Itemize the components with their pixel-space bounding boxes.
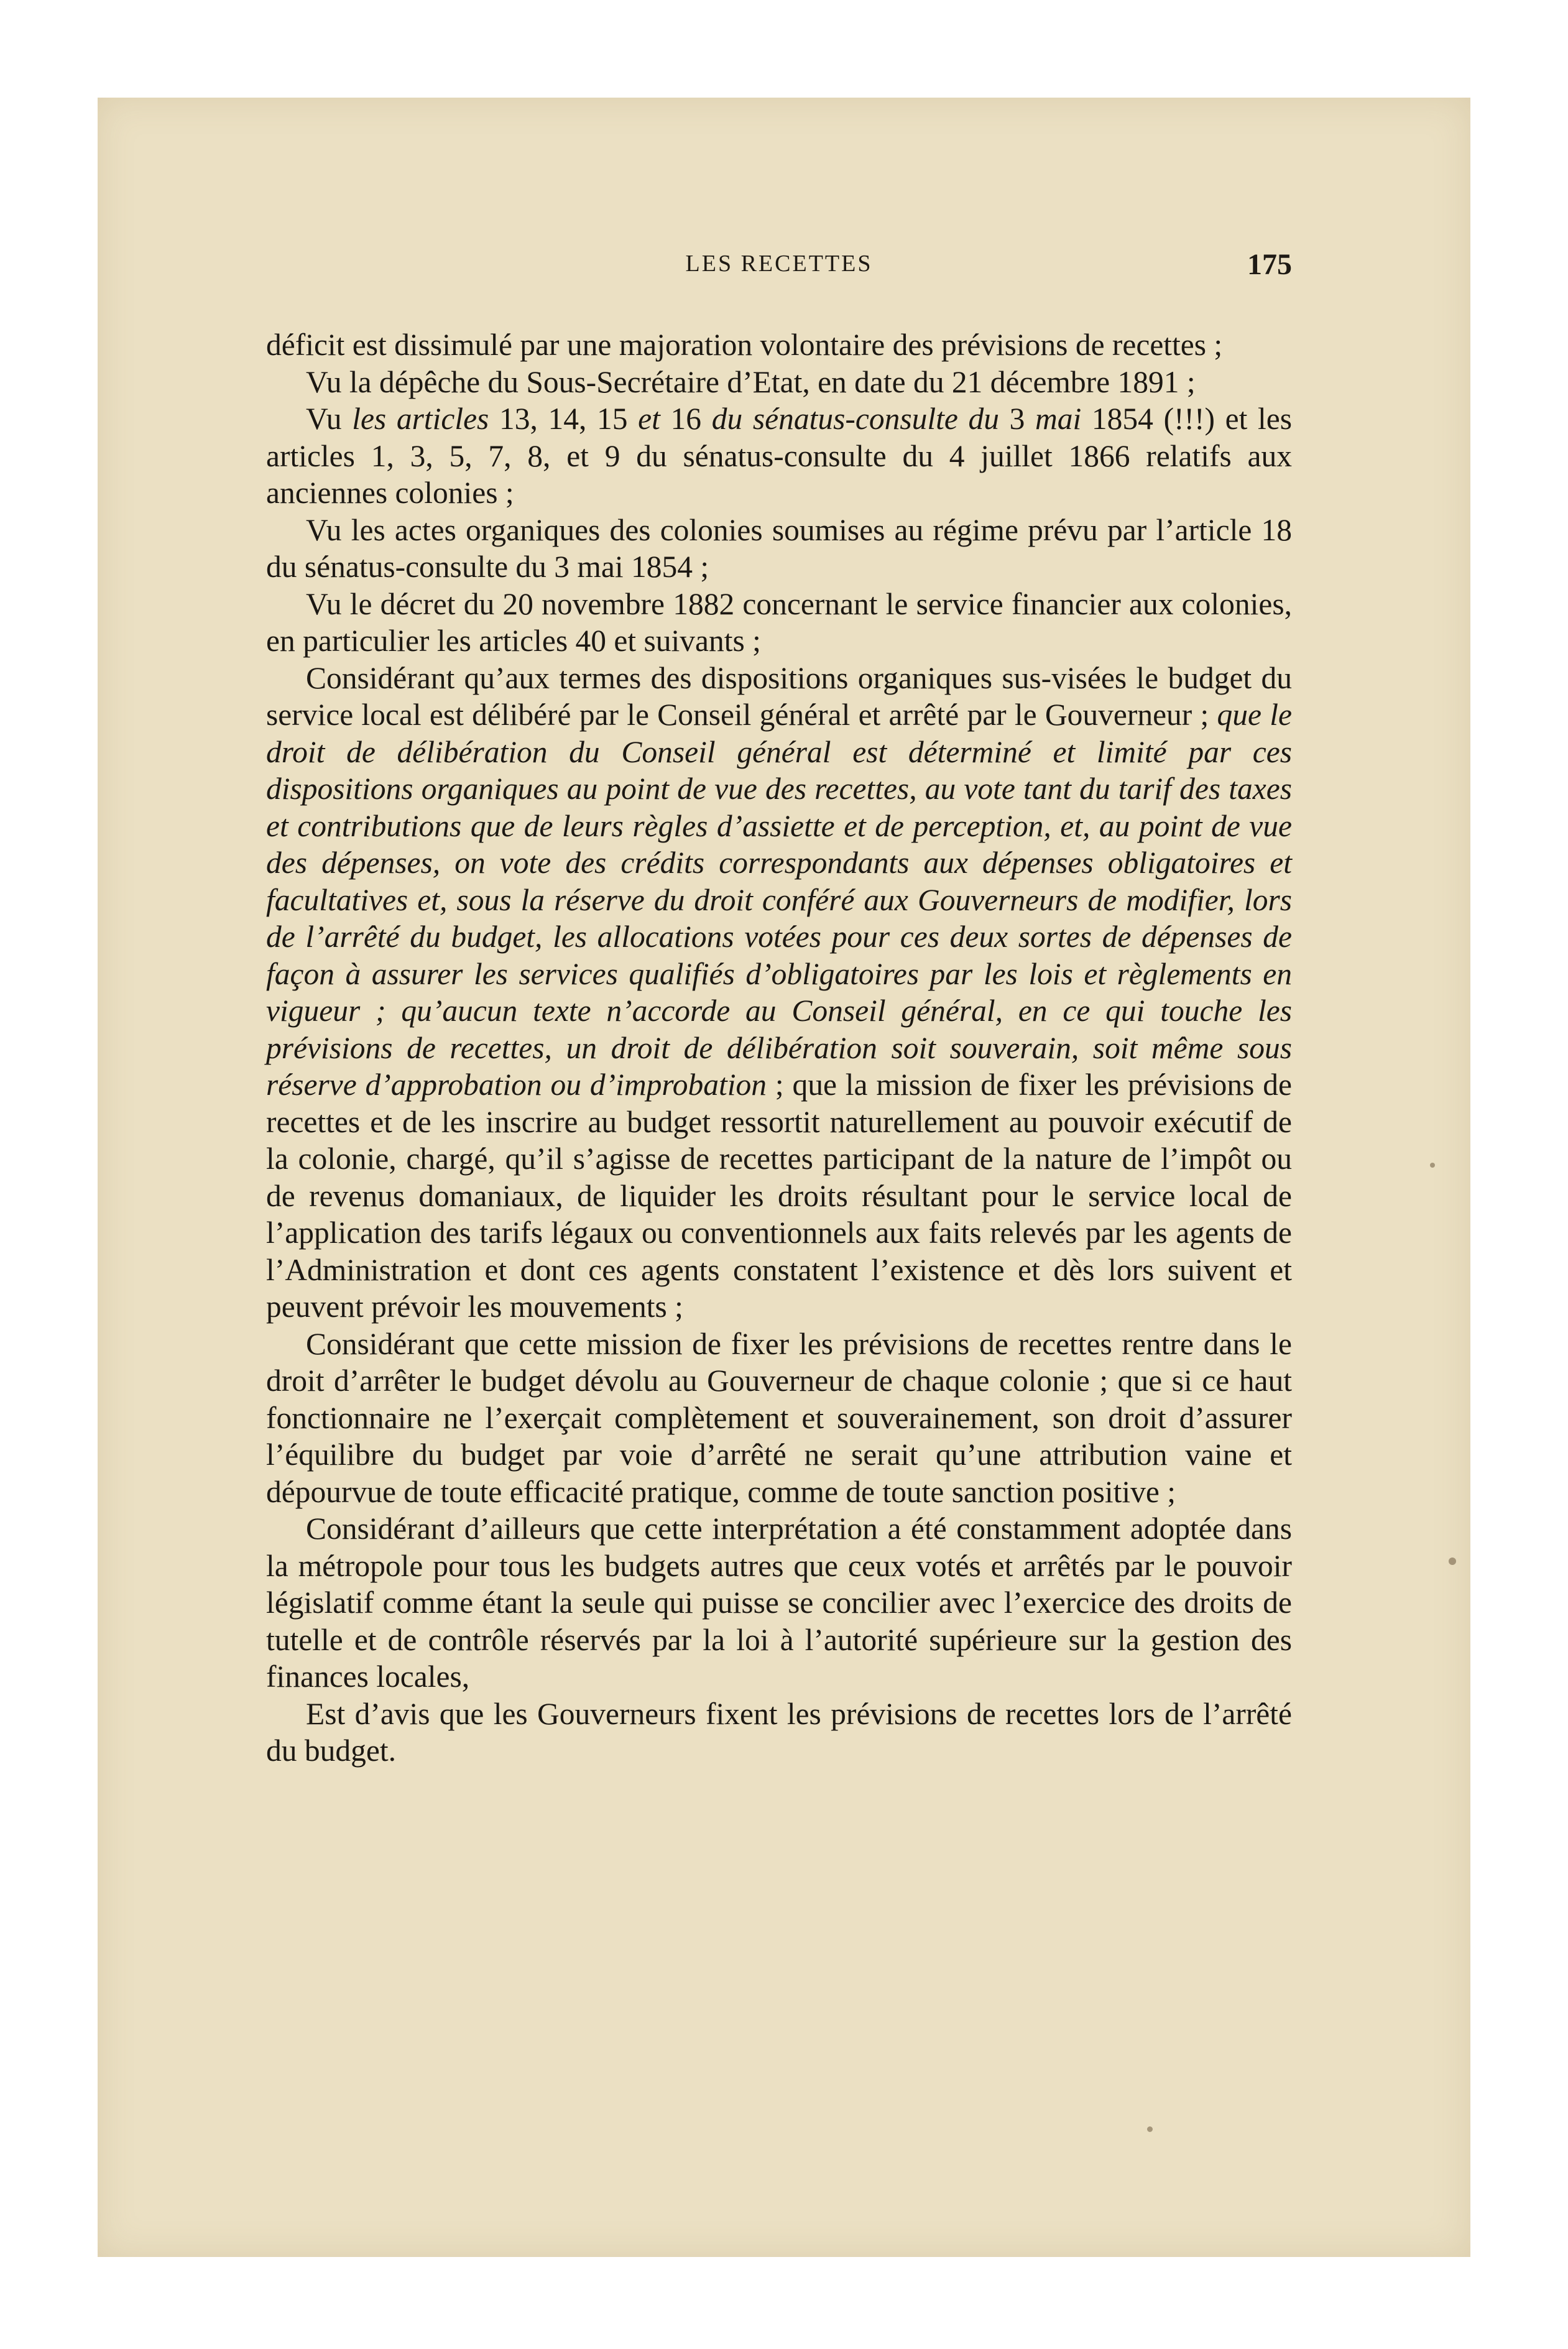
italic-text-run: que le droit de délibération du Conseil général est déterminé et limité par ces dispositions organiques au point de vue des recettes, au vote tant du tarif des taxes et contributions que de leurs règles d’assiette et de perception, et, au point de vue des dépenses, on vote des crédits correspondants aux dépenses obligatoires et facultatives et, sous la réserve du droit conféré aux Gouverneurs de modifier, lors de l’arrêté du budget, les allocations votées pour ces deux sortes de dépenses de façon à assurer les services qualifiés d’obligatoires par les lois et règlements en vigueur ; qu’aucun texte n’accorde au Conseil général, en ce qui touche les prévisions de recettes, un droit de délibération soit souverain, soit même sous réserve d’approbation ou d’improbation [266, 698, 1292, 1102]
paragraph [266, 1696, 1292, 1770]
page-number: 175 [1247, 248, 1292, 281]
paragraph [266, 1510, 1292, 1696]
text-run: 13, 14, 15 [489, 402, 639, 436]
paragraph [266, 660, 1292, 1326]
text-run: Vu les actes organiques des colonies soumises au régime prévu par l’article 18 du sénatus-consulte du 3 mai 1854 ; [266, 512, 1292, 584]
italic-text-run: du sénatus-consulte du [711, 402, 999, 436]
page-header [266, 247, 1292, 291]
text-run: ; que la mission de fixer les prévisions de recettes et de les inscrire au budget ressortit naturellement au pouvoir exécutif de la colonie, chargé, qu’il s’agisse de recettes participant de la nature de l’impôt ou de revenus domaniaux, de liquider les droits résultant pour le service local de l’application des tarifs légaux ou conventionnels aux faits relevés par les agents de l’Administration et dont ces agents constatent l’existence et dès lors suivent et peuvent prévoir les mouvements ; [266, 1068, 1292, 1324]
scan-speck [1430, 1163, 1435, 1168]
text-run: 16 [660, 402, 712, 436]
text-run: Vu la dépêche du Sous-Secrétaire d’Etat, en date du 21 décembre 1891 ; [306, 364, 1196, 399]
body-text [266, 326, 1292, 1770]
text-run: Vu le décret du 20 novembre 1882 concernant le service financier aux colonies, en particulier les articles 40 et suivants ; [266, 586, 1292, 658]
scan-speck [1147, 2126, 1153, 2132]
paragraph [266, 326, 1292, 364]
paragraph [266, 586, 1292, 660]
paragraph [266, 364, 1292, 401]
paragraph [266, 512, 1292, 586]
scan-speck [1449, 1558, 1456, 1565]
text-run: Vu [306, 402, 353, 436]
paragraph [266, 1326, 1292, 1511]
text-run: Considérant que cette mission de fixer les prévisions de recettes rentre dans le droit d’arrêter le budget dévolu au Gouverneur de chaque colonie ; que si ce haut fonctionnaire ne l’exerçait complètement et souverainement, son droit d’assurer l’équilibre du budget par voie d’arrêté ne serait qu’une attribution vaine et dépourvue de toute efficacité pratique, comme de toute sanction positive ; [266, 1326, 1292, 1509]
text-run: Considérant qu’aux termes des dispositions organiques sus-visées le budget du service local est délibéré par le Conseil général et arrêté par le Gouverneur ; [266, 660, 1292, 732]
italic-text-run: et [638, 402, 660, 436]
paragraph [266, 400, 1292, 512]
text-run: Est d’avis que les Gouverneurs fixent les prévisions de recettes lors de l’arrêté du budget. [266, 1696, 1292, 1768]
text-run: déficit est dissimulé par une majoration volontaire des prévisions de recettes ; [266, 328, 1223, 362]
italic-text-run: les articles [352, 402, 489, 436]
text-run: 1854 (!!!) et les articles 1, 3, 5, 7, 8, et 9 du sénatus-consulte du 4 juillet 1866 relatifs aux anciennes colonies ; [266, 402, 1293, 510]
running-title: LES RECETTES [685, 251, 873, 277]
italic-text-run: mai [1035, 402, 1082, 436]
text-run: Considérant d’ailleurs que cette interprétation a été constamment adoptée dans la métropole pour tous les budgets autres que ceux votés et arrêtés par le pouvoir législatif comme étant la seule qui puisse se concilier avec l’exercice des droits de tutelle et de contrôle réservés par la loi à l’autorité supérieure sur la gestion des finances locales, [266, 1511, 1292, 1694]
text-run: 3 [998, 402, 1036, 436]
